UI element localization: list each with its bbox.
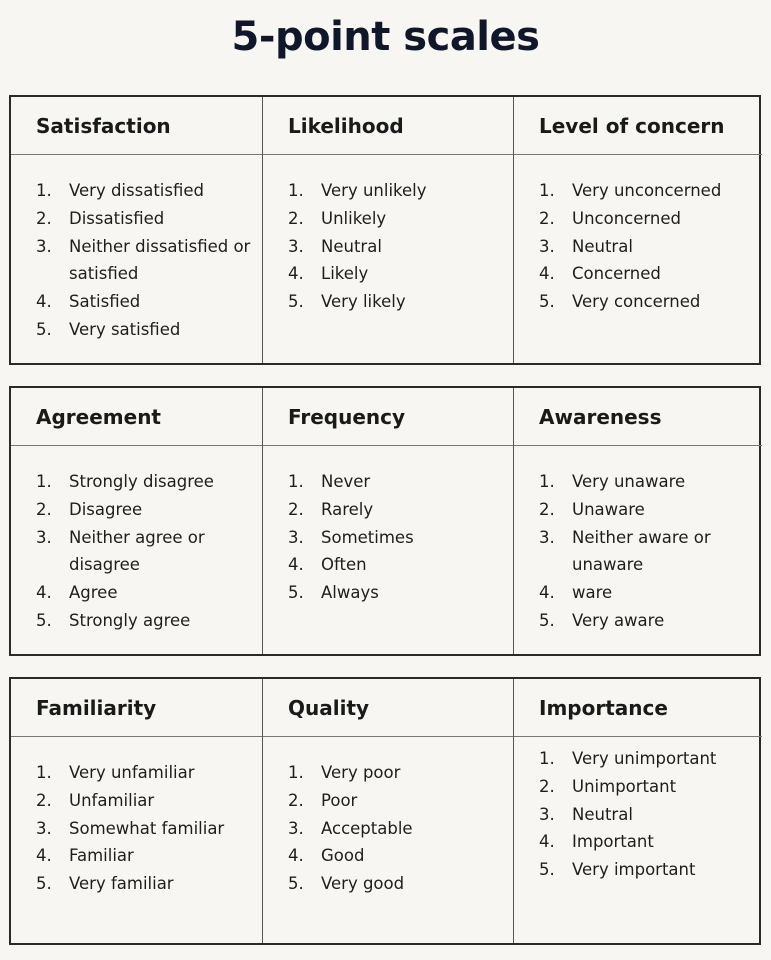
list-item	[11, 205, 262, 233]
item-number: 4.	[539, 583, 555, 603]
list-item	[11, 177, 262, 205]
item-number: 4.	[288, 264, 304, 284]
scale-heading: Awareness	[514, 388, 762, 446]
item-label: Dissatisfied	[69, 208, 165, 228]
scale-list	[514, 177, 762, 316]
item-label: Very unconcerned	[572, 181, 722, 200]
list-item	[263, 524, 514, 552]
item-label: Unconcerned	[572, 208, 681, 228]
list-item	[263, 288, 514, 316]
list-item	[263, 233, 514, 261]
item-number: 1.	[288, 763, 304, 782]
item-number: 3.	[539, 527, 555, 547]
scale-card-quality	[262, 679, 514, 943]
list-item	[514, 524, 762, 580]
item-label: Neither dissatisfied or satisfied	[69, 236, 251, 284]
item-label: Very unfamiliar	[69, 763, 195, 782]
scale-list	[11, 759, 262, 898]
item-label: Strongly disagree	[69, 472, 214, 491]
list-item	[11, 316, 262, 344]
scale-card-satisfaction	[11, 97, 262, 363]
page-title: 5-point scales	[231, 14, 540, 60]
item-label: Unfamiliar	[69, 790, 155, 810]
item-number: 3.	[36, 236, 52, 256]
item-number: 5.	[539, 292, 555, 312]
item-label: Agree	[69, 583, 118, 603]
list-item	[11, 842, 262, 870]
item-number: 5.	[288, 874, 304, 894]
item-label: Never	[321, 472, 371, 491]
item-number: 4.	[36, 292, 52, 312]
scale-card-likelihood	[262, 97, 514, 363]
item-number: 4.	[288, 555, 304, 575]
item-number: 2.	[288, 499, 304, 519]
scale-list	[263, 177, 514, 316]
list-item	[514, 801, 762, 829]
list-item	[11, 496, 262, 524]
item-number: 4.	[36, 583, 52, 603]
item-number: 5.	[36, 874, 52, 894]
item-number: 4.	[36, 846, 52, 866]
item-label: Somewhat familiar	[69, 818, 225, 838]
item-number: 1.	[36, 472, 52, 491]
list-item	[11, 579, 262, 607]
list-item	[514, 607, 762, 635]
list-item	[263, 177, 514, 205]
list-item	[11, 870, 262, 898]
item-number: 2.	[36, 208, 52, 228]
list-item	[263, 787, 514, 815]
list-item	[11, 815, 262, 843]
list-item	[11, 787, 262, 815]
scale-heading: Frequency	[263, 388, 514, 446]
item-label: Unimportant	[572, 776, 677, 796]
item-number: 5.	[539, 860, 555, 880]
item-label: Very likely	[321, 292, 406, 312]
item-number: 1.	[539, 749, 555, 768]
scale-list	[514, 745, 762, 884]
item-label: Concerned	[572, 264, 661, 284]
list-item	[11, 468, 262, 496]
scale-heading: Quality	[263, 679, 514, 737]
item-number: 2.	[288, 790, 304, 810]
item-label: Very satisfied	[69, 319, 181, 339]
item-number: 1.	[36, 181, 52, 200]
list-item	[263, 579, 514, 607]
item-number: 1.	[288, 181, 304, 200]
item-label: Unlikely	[321, 208, 387, 228]
item-label: Very unlikely	[321, 181, 427, 200]
item-number: 2.	[36, 790, 52, 810]
scale-block-1	[9, 95, 761, 365]
item-label: Very unimportant	[572, 749, 717, 768]
list-item	[514, 496, 762, 524]
item-number: 5.	[288, 583, 304, 603]
list-item	[11, 288, 262, 316]
item-number: 3.	[36, 818, 52, 838]
item-number: 3.	[36, 527, 52, 547]
list-item	[514, 205, 762, 233]
item-number: 2.	[539, 776, 555, 796]
item-number: 5.	[288, 292, 304, 312]
list-item	[263, 759, 514, 787]
scale-heading: Likelihood	[263, 97, 514, 155]
scale-heading: Agreement	[11, 388, 262, 446]
item-number: 2.	[36, 499, 52, 519]
list-item	[514, 579, 762, 607]
list-item	[514, 260, 762, 288]
item-label: Familiar	[69, 846, 134, 866]
scale-card-agreement	[11, 388, 262, 654]
list-item	[514, 773, 762, 801]
list-item	[514, 856, 762, 884]
item-label: Very important	[572, 860, 696, 880]
item-number: 1.	[36, 763, 52, 782]
list-item	[514, 288, 762, 316]
list-item	[11, 233, 262, 289]
item-label: Acceptable	[321, 818, 413, 838]
scale-list	[263, 759, 514, 898]
item-label: Very concerned	[572, 292, 701, 312]
item-label: Rarely	[321, 499, 374, 519]
item-number: 2.	[288, 208, 304, 228]
scale-block-2	[9, 386, 761, 656]
scale-block-3	[9, 677, 761, 945]
item-label: Often	[321, 555, 367, 575]
item-label: Neutral	[572, 804, 633, 824]
scale-card-familiarity	[11, 679, 262, 943]
item-label: Poor	[321, 790, 358, 810]
item-number: 3.	[288, 236, 304, 256]
item-label: Very unaware	[572, 472, 686, 491]
scale-heading: Level of concern	[514, 97, 762, 155]
item-number: 3.	[288, 818, 304, 838]
item-label: Very dissatisfied	[69, 181, 204, 200]
item-number: 4.	[539, 832, 555, 852]
item-number: 2.	[539, 208, 555, 228]
item-number: 2.	[539, 499, 555, 519]
item-label: Strongly agree	[69, 610, 191, 630]
scale-heading: Familiarity	[11, 679, 262, 737]
item-label: Very poor	[321, 763, 401, 782]
list-item	[514, 745, 762, 773]
item-label: Unaware	[572, 499, 645, 519]
item-label: ware	[572, 583, 613, 603]
list-item	[11, 759, 262, 787]
item-label: Very familiar	[69, 874, 174, 894]
item-label: Sometimes	[321, 527, 414, 547]
list-item	[263, 468, 514, 496]
item-label: Neutral	[572, 236, 633, 256]
item-label: Likely	[321, 264, 369, 284]
list-item	[263, 842, 514, 870]
item-label: Neither aware or unaware	[572, 527, 711, 575]
list-item	[514, 828, 762, 856]
list-item	[263, 870, 514, 898]
item-label: Neither agree or disagree	[69, 527, 205, 575]
scale-card-importance	[513, 679, 762, 943]
scale-card-awareness	[513, 388, 762, 654]
item-number: 4.	[539, 264, 555, 284]
list-item	[263, 551, 514, 579]
list-item	[11, 524, 262, 580]
item-number: 3.	[539, 236, 555, 256]
item-label: Satisfied	[69, 292, 141, 312]
item-label: Important	[572, 832, 654, 852]
scale-list	[263, 468, 514, 607]
list-item	[263, 260, 514, 288]
item-label: Good	[321, 846, 365, 866]
item-number: 1.	[288, 472, 304, 491]
list-item	[514, 233, 762, 261]
item-label: Disagree	[69, 499, 143, 519]
list-item	[263, 815, 514, 843]
list-item	[11, 607, 262, 635]
scale-card-level-of-concern	[513, 97, 762, 363]
item-number: 5.	[36, 319, 52, 339]
item-number: 3.	[539, 804, 555, 824]
item-number: 1.	[539, 472, 555, 491]
item-label: Always	[321, 583, 379, 603]
scale-heading: Satisfaction	[11, 97, 262, 155]
item-label: Very good	[321, 874, 405, 894]
scale-heading: Importance	[514, 679, 762, 737]
list-item	[263, 496, 514, 524]
item-number: 5.	[36, 610, 52, 630]
scale-list	[11, 468, 262, 635]
list-item	[514, 468, 762, 496]
list-item	[514, 177, 762, 205]
scale-list	[11, 177, 262, 344]
item-number: 5.	[539, 610, 555, 630]
item-label: Neutral	[321, 236, 382, 256]
item-number: 3.	[288, 527, 304, 547]
list-item	[263, 205, 514, 233]
scale-list	[514, 468, 762, 635]
item-number: 4.	[288, 846, 304, 866]
item-label: Very aware	[572, 610, 665, 630]
scale-card-frequency	[262, 388, 514, 654]
item-number: 1.	[539, 181, 555, 200]
